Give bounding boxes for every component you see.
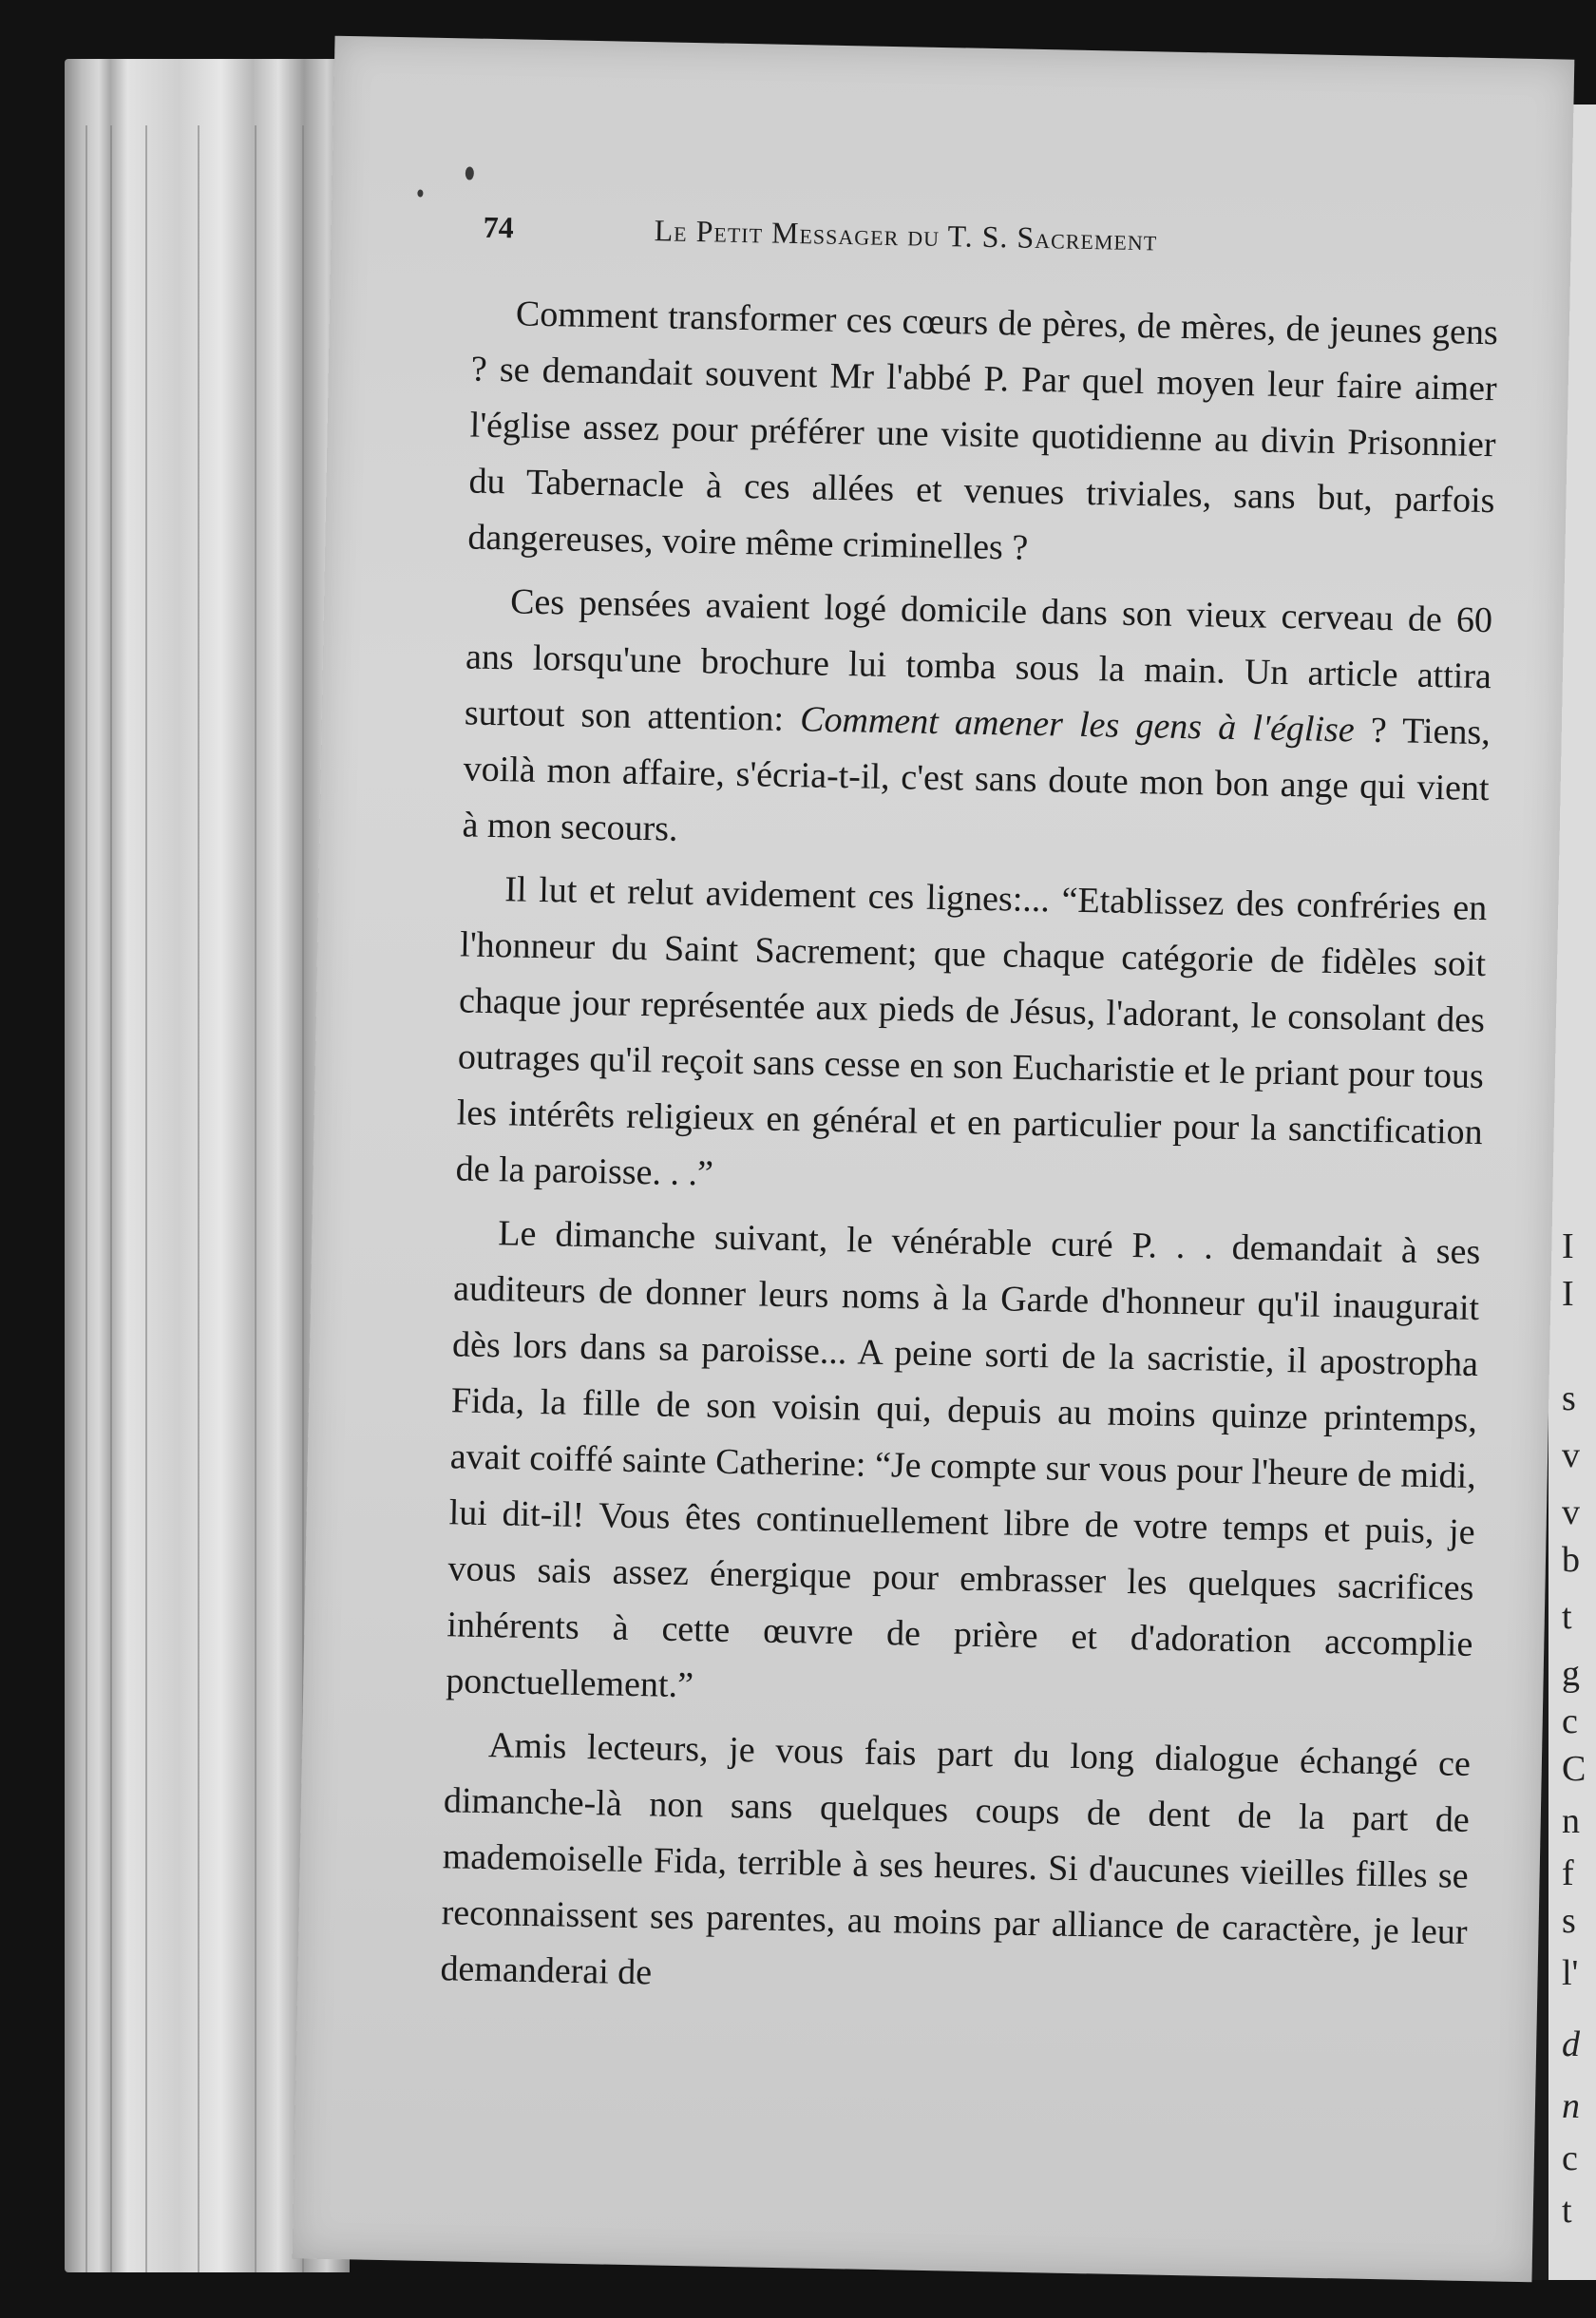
next-page-letter: f <box>1562 1853 1574 1893</box>
paragraph: Comment transformer ces cœurs de pères, de mères, de jeunes gens ? se demandait souvent Mr l'abbé P. Par quel moyen leur faire aimer l'église assez pour préférer une visite quotidienne au divin Prisonnier du Tabernacle à ces allées et venues triviales, sans but, parfois dangereuses, voire même criminelles ? <box>467 294 1499 568</box>
body-text <box>440 286 1498 2017</box>
paragraph-text: Ces pensées avaient logé domicile dans son vieux cerveau de 60 ans lorsqu'une brochure lui tomba sous la main. Un article attira surtout son attention: <box>464 581 1493 739</box>
next-page-letter: b <box>1562 1540 1580 1580</box>
leaf-edge-line <box>198 125 200 2272</box>
leaf-edge-line <box>86 125 87 2272</box>
next-page-letter: I <box>1562 1274 1574 1314</box>
next-page-letter: v <box>1562 1492 1580 1532</box>
paragraph: Amis lecteurs, je vous fais part du long dialogue échangé ce dimanche-là non sans quelques coups de dent de la part de mademoiselle Fida, terrible à ses heures. Si d'aucunes vieilles filles se reconnaissent ses parentes, au moins par alliance de caractère, je leur demanderai de <box>440 1725 1472 1993</box>
article-title: Comment amener les gens à l'église <box>799 699 1356 750</box>
leaf-edge-line <box>255 125 256 2272</box>
paragraph: Il lut et relut avidement ces lignes:... “Etablissez des confréries en l'honneur du Saint Sacrement; que chaque catégorie de fidèles soit chaque jour représentée aux pieds de Jésus, l'adorant, le consolant des outrages qu'il reçoit sans cesse en son Eucharistie et le priant pour tous les intérêts religieux en général et en particulier pour la sanctification de la paroisse. . .” <box>455 869 1488 1194</box>
next-page-letter: c <box>1562 1701 1578 1741</box>
paragraph-continuation: ? Tiens, voilà mon affaire, s'écria-t-il, c'est sans doute mon bon ange qui vient à mon secours. <box>462 710 1492 849</box>
leaf-edge-line <box>110 125 112 2272</box>
next-page-letter: d <box>1562 2024 1580 2064</box>
next-page-letter: t <box>1562 1597 1572 1637</box>
paragraph: Le dimanche suivant, le vénérable curé P. . . demandait à ses auditeurs de donner leurs noms à la Garde d'honneur qu'il inaugurait dès lors dans sa paroisse... A peine sorti de la sacristie, il apostropha Fida, la fille de son voisin qui, depuis au moins quinze printemps, avait coiffé sainte Catherine: “Je compte sur vous pour l'heure de midi, lui dit-il! Vous êtes continuellement libre de votre temps et puis, je vous sais assez énergique pour embrasser les quelques sacrifices inhérents à cette œuvre de prière et d'adoration accomplie ponctuellement.” <box>445 1213 1481 1706</box>
next-page-letter: C <box>1562 1749 1586 1789</box>
next-page-letter: t <box>1562 2191 1572 2231</box>
next-page-letter: l' <box>1562 1953 1579 1993</box>
next-page-letter: v <box>1562 1435 1580 1475</box>
running-header <box>483 210 1434 285</box>
page-number: 74 <box>483 209 515 245</box>
ink-spot <box>417 189 423 197</box>
next-page-letter: n <box>1562 2086 1580 2126</box>
leaf-edge-line <box>145 125 147 2272</box>
book-page <box>293 36 1575 2283</box>
next-page-letter: c <box>1562 2138 1578 2178</box>
next-page-letter: g <box>1562 1654 1580 1694</box>
next-page-letter: I <box>1562 1226 1574 1266</box>
paragraph <box>462 573 1492 873</box>
running-title: Le Petit Messager du T. S. Sacrement <box>654 213 1158 257</box>
ink-spot <box>466 166 474 180</box>
next-page-letter: s <box>1562 1378 1576 1418</box>
next-page-letter: s <box>1562 1901 1576 1941</box>
next-page-letter: n <box>1562 1801 1580 1841</box>
